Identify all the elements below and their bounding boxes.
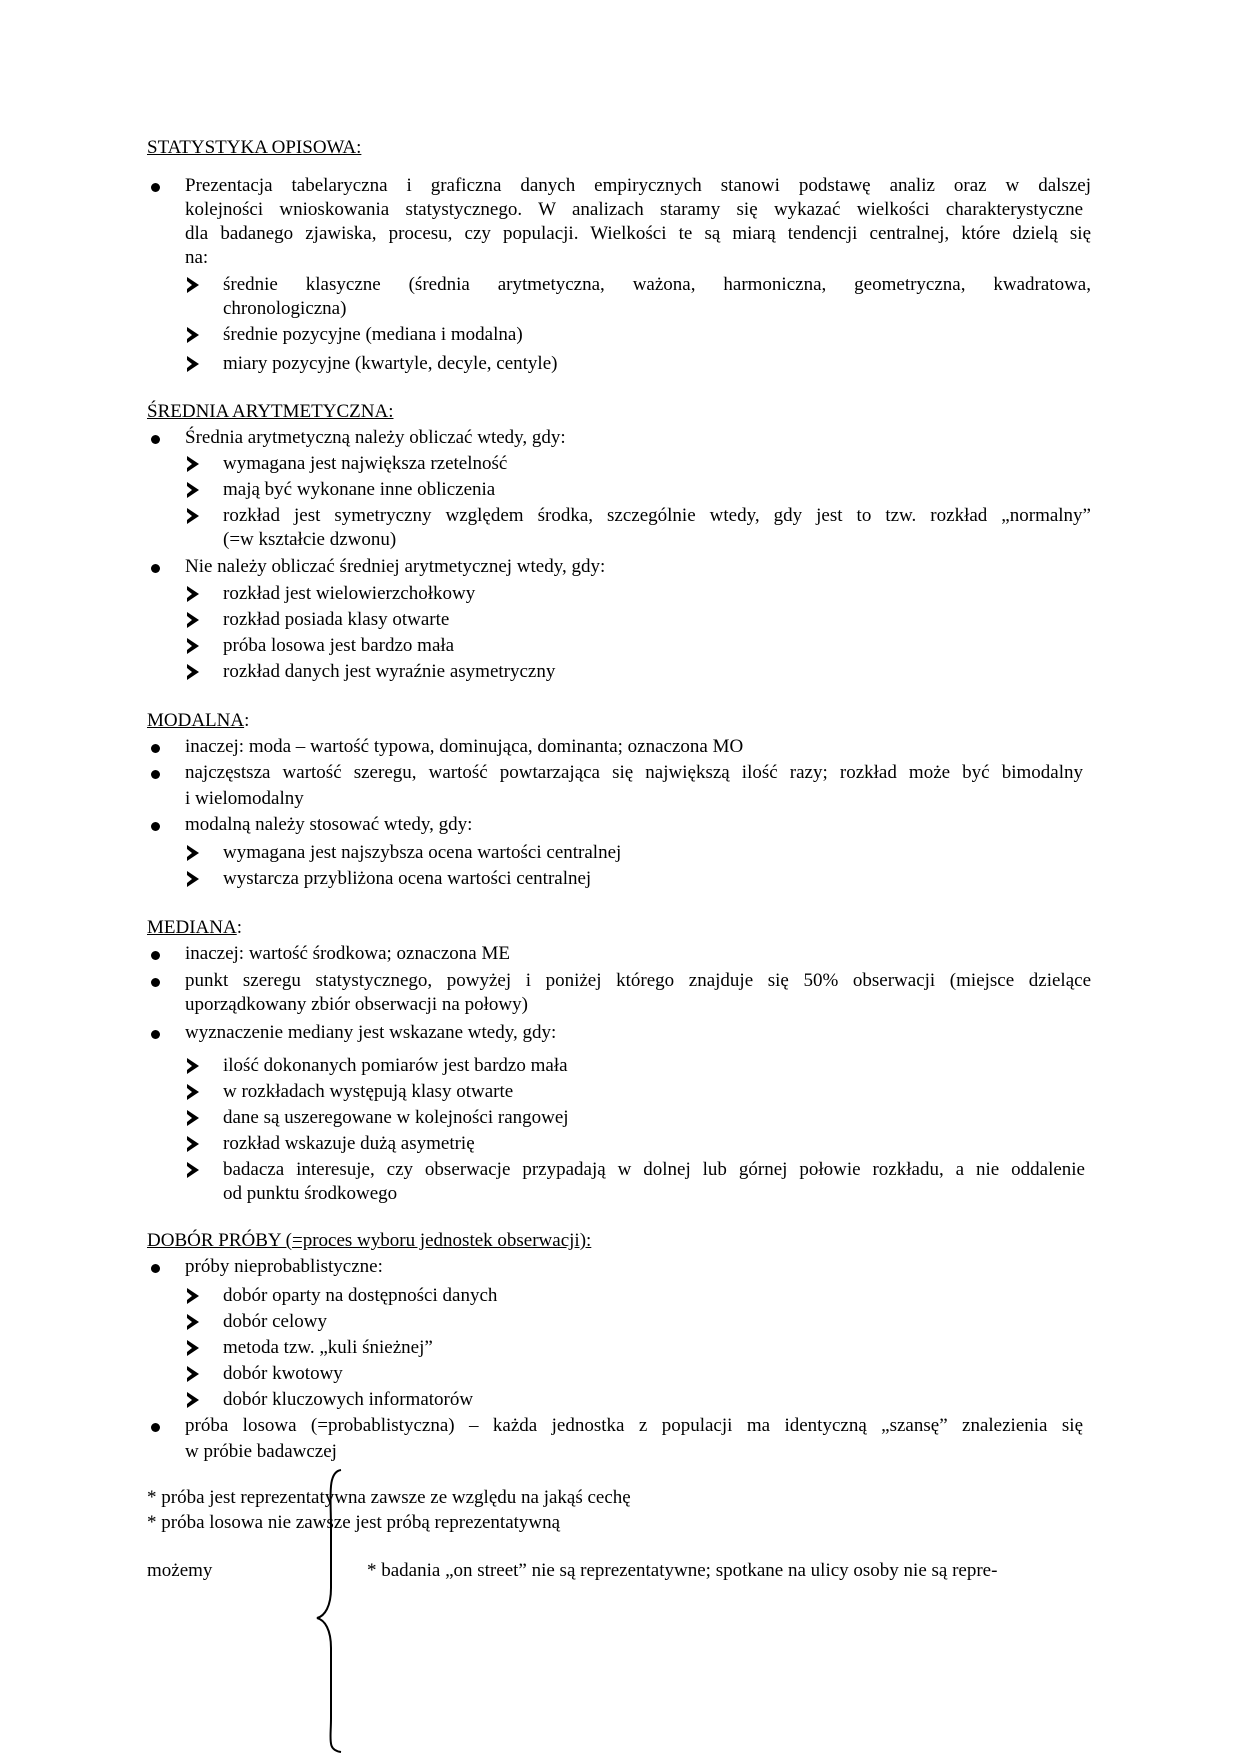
list-item: badacza interesuje, czy obserwacje przypadają w dolnej lub górnej połowie rozkładu, a nie oddalenie: [223, 1159, 1085, 1180]
list-item: modalną należy stosować wtedy, gdy:: [185, 814, 473, 835]
arrow-bullet-icon: [187, 356, 199, 372]
list-item: próba losowa jest bardzo mała: [223, 635, 455, 656]
list-item: próba losowa (=probablistyczna) – każda jednostka z populacji ma identyczną „szansę” znalezienia się: [185, 1415, 1083, 1436]
bullet-icon: [151, 951, 160, 960]
list-item: i wielomodalny: [185, 788, 304, 809]
list-item: wymagana jest najszybsza ocena wartości centralnej: [223, 842, 622, 863]
note-line: * próba losowa nie zawsze jest próbą reprezentatywną: [147, 1512, 561, 1533]
arrow-bullet-icon: [187, 508, 199, 524]
bullet-icon: [151, 1030, 160, 1039]
list-item: Średnia arytmetyczną należy obliczać wtedy, gdy:: [185, 427, 566, 448]
arrow-bullet-icon: [187, 871, 199, 887]
heading-modalna-text: MODALNA: [147, 710, 245, 731]
heading-colon: :: [244, 710, 250, 731]
note-line: * badania „on street” nie są reprezentatywne; spotkane na ulicy osoby nie są repre-: [367, 1560, 998, 1581]
list-item: ilość dokonanych pomiarów jest bardzo mała: [223, 1055, 568, 1076]
bullet-icon: [151, 1264, 160, 1273]
heading-statystyka-opisowa: STATYSTYKA OPISOWA:: [147, 137, 362, 158]
bullet-icon: [151, 564, 160, 573]
heading-colon: :: [236, 917, 242, 938]
paragraph-line: dla badanego zjawiska, procesu, czy populacji. Wielkości te są miarą tendencji centralnej, które dzielą się: [185, 223, 1091, 244]
arrow-bullet-icon: [187, 1366, 199, 1382]
heading-modalna: [147, 709, 249, 733]
heading-mediana-text: MEDIANA: [147, 917, 237, 938]
list-item: chronologiczna): [223, 298, 347, 319]
arrow-bullet-icon: [187, 1110, 199, 1126]
arrow-bullet-icon: [187, 1314, 199, 1330]
heading-srednia-arytmetyczna: ŚREDNIA ARYTMETYCZNA:: [147, 401, 394, 422]
list-item: dobór oparty na dostępności danych: [223, 1285, 498, 1306]
list-item: rozkład wskazuje dużą asymetrię: [223, 1133, 475, 1154]
list-item: metoda tzw. „kuli śnieżnej”: [223, 1337, 433, 1358]
bullet-icon: [151, 770, 160, 779]
arrow-bullet-icon: [187, 456, 199, 472]
arrow-bullet-icon: [187, 1084, 199, 1100]
bullet-icon: [151, 1423, 160, 1432]
list-item: (=w kształcie dzwonu): [223, 529, 397, 550]
list-item: inaczej: wartość środkowa; oznaczona ME: [185, 943, 510, 964]
arrow-bullet-icon: [187, 664, 199, 680]
bullet-icon: [151, 822, 160, 831]
list-item: dobór celowy: [223, 1311, 327, 1332]
arrow-bullet-icon: [187, 1058, 199, 1074]
list-item: najczęstsza wartość szeregu, wartość powtarzająca się największą ilość razy; rozkład może być bimodalny: [185, 762, 1083, 783]
list-item: dane są uszeregowane w kolejności rangowej: [223, 1107, 569, 1128]
heading-dobor-proby: DOBÓR PRÓBY (=proces wyboru jednostek obserwacji):: [147, 1230, 592, 1251]
list-item: wystarcza przybliżona ocena wartości centralnej: [223, 868, 592, 889]
list-item: inaczej: moda – wartość typowa, dominująca, dominanta; oznaczona MO: [185, 736, 744, 757]
list-item: wyznaczenie mediany jest wskazane wtedy, gdy:: [185, 1022, 557, 1043]
paragraph-line: na:: [185, 247, 209, 268]
arrow-bullet-icon: [187, 482, 199, 498]
arrow-bullet-icon: [187, 277, 199, 293]
heading-mediana: [147, 916, 242, 940]
list-item: Nie należy obliczać średniej arytmetycznej wtedy, gdy:: [185, 556, 606, 577]
list-item: dobór kluczowych informatorów: [223, 1389, 474, 1410]
bullet-icon: [151, 435, 160, 444]
arrow-bullet-icon: [187, 1340, 199, 1356]
bullet-icon: [151, 744, 160, 753]
curly-brace-icon: [305, 1468, 365, 1754]
arrow-bullet-icon: [187, 586, 199, 602]
arrow-bullet-icon: [187, 327, 199, 343]
arrow-bullet-icon: [187, 638, 199, 654]
list-item: miary pozycyjne (kwartyle, decyle, centyle): [223, 353, 558, 374]
list-item: wymagana jest największa rzetelność: [223, 453, 508, 474]
arrow-bullet-icon: [187, 1288, 199, 1304]
arrow-bullet-icon: [187, 1136, 199, 1152]
arrow-bullet-icon: [187, 845, 199, 861]
list-item: rozkład jest wielowierzchołkowy: [223, 583, 476, 604]
list-item: dobór kwotowy: [223, 1363, 343, 1384]
list-item: rozkład posiada klasy otwarte: [223, 609, 450, 630]
paragraph-line: Prezentacja tabelaryczna i graficzna danych empirycznych stanowi podstawę analiz oraz w dalszej: [185, 175, 1091, 196]
list-item: w rozkładach występują klasy otwarte: [223, 1081, 514, 1102]
list-item: średnie pozycyjne (mediana i modalna): [223, 324, 523, 345]
bullet-icon: [151, 978, 160, 987]
list-item: rozkład jest symetryczny względem środka, szczególnie wtedy, gdy jest to tzw. rozkład „normalny”: [223, 505, 1091, 526]
list-item: mają być wykonane inne obliczenia: [223, 479, 496, 500]
bullet-icon: [151, 183, 160, 192]
note-label-mozemy: możemy: [147, 1560, 213, 1581]
list-item: uporządkowany zbiór obserwacji na połowy): [185, 994, 528, 1015]
list-item: średnie klasyczne (średnia arytmetyczna, ważona, harmoniczna, geometryczna, kwadratowa,: [223, 274, 1091, 295]
list-item: próby nieprobablistyczne:: [185, 1256, 383, 1277]
arrow-bullet-icon: [187, 1162, 199, 1178]
arrow-bullet-icon: [187, 1392, 199, 1408]
list-item: rozkład danych jest wyraźnie asymetryczny: [223, 661, 556, 682]
list-item: punkt szeregu statystycznego, powyżej i poniżej którego znajduje się 50% obserwacji (miejsce dzielące: [185, 970, 1091, 991]
note-line: * próba jest reprezentatywna zawsze ze względu na jakąś cechę: [147, 1487, 631, 1508]
paragraph-line: kolejności wnioskowania statystycznego. W analizach staramy się wykazać wielkości charakterystyczne: [185, 199, 1083, 220]
list-item: w próbie badawczej: [185, 1441, 337, 1462]
arrow-bullet-icon: [187, 612, 199, 628]
list-item: od punktu środkowego: [223, 1183, 398, 1204]
